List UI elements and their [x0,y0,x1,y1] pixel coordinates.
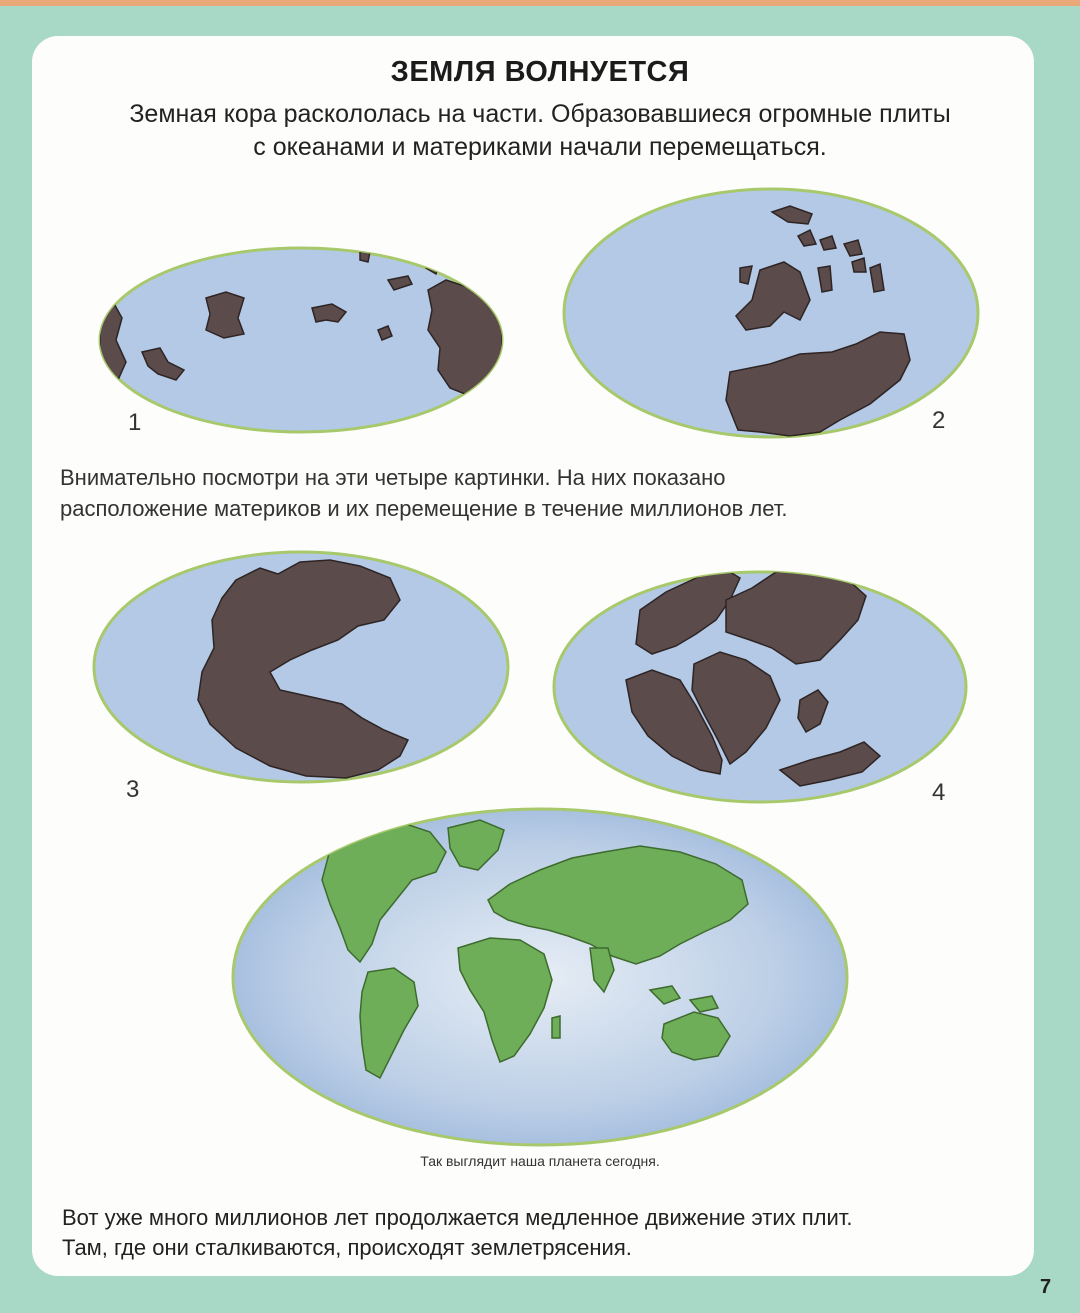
map-2-label: 2 [932,407,946,434]
map-4 [554,566,966,802]
conclusion-line-1: Вот уже много миллионов лет продолжается медленное движение этих плит. [62,1205,853,1230]
map-3-label: 3 [126,776,140,803]
map-4-label: 4 [932,779,946,806]
map-caption: Так выглядит наша планета сегодня. [420,1153,660,1169]
instruction-text [60,462,1020,524]
page-number: 7 [1040,1276,1052,1298]
map-1 [100,248,502,432]
map-3 [94,552,508,782]
conclusion-text [62,1203,1022,1263]
intro-line-1: Земная кора раскололась на части. Образовавшиеся огромные плиты [129,100,951,128]
map-1-label: 1 [128,409,142,436]
conclusion-line-2: Там, где они сталкиваются, происходят землетрясения. [62,1235,632,1260]
intro-line-2: с океанами и материками начали перемещаться. [253,133,827,161]
page-title: ЗЕМЛЯ ВОЛНУЕТСЯ [390,56,690,88]
map-2 [564,189,978,437]
instruction-line-2: расположение материков и их перемещение в течение миллионов лет. [60,496,788,521]
instruction-line-1: Внимательно посмотри на эти четыре картинки. На них показано [60,465,726,490]
modern-world-map [233,809,847,1145]
